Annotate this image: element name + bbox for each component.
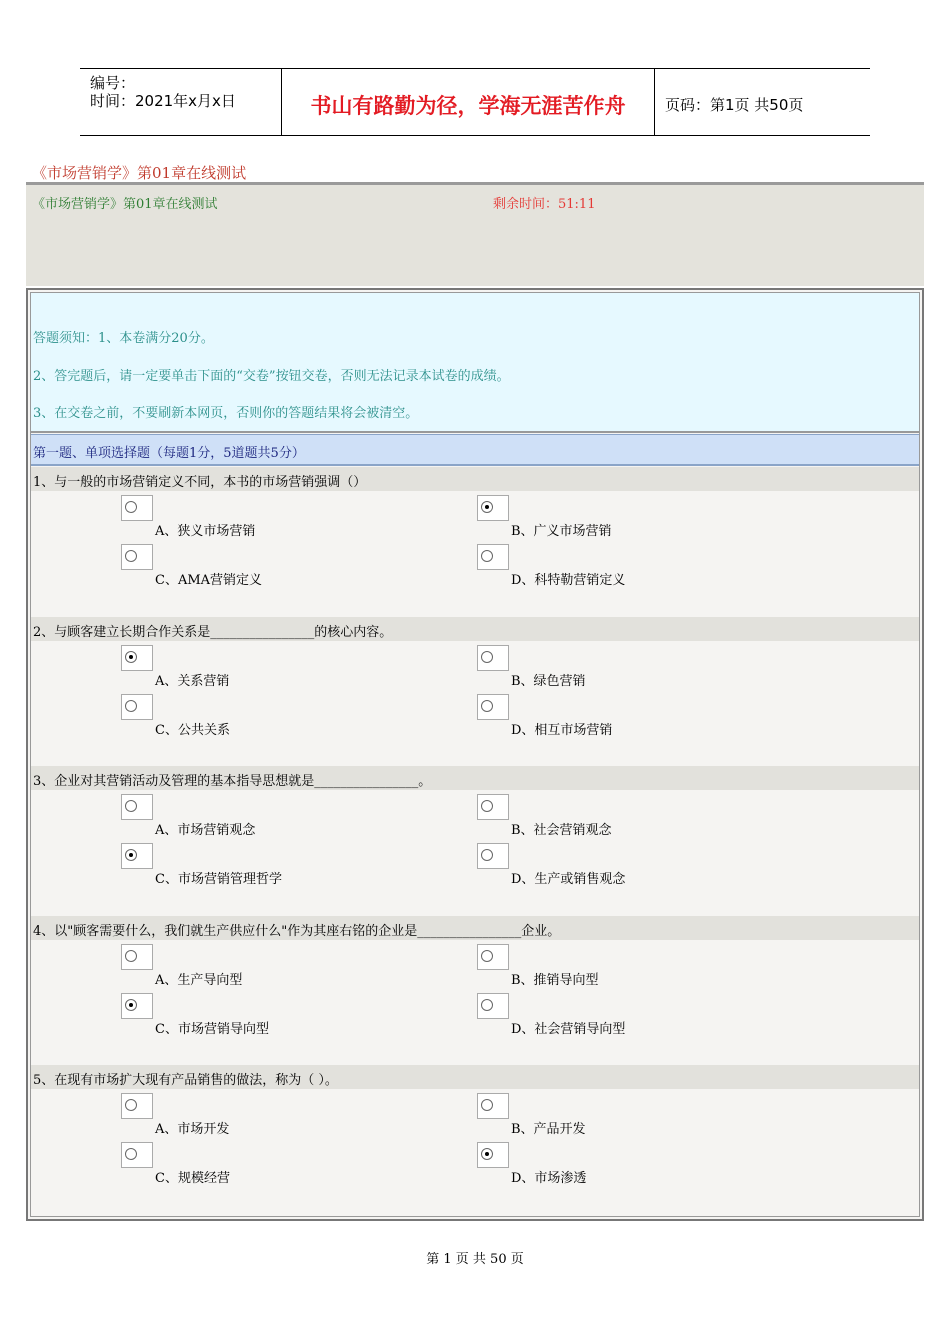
option-a[interactable] bbox=[121, 944, 461, 994]
option-c[interactable] bbox=[121, 694, 461, 744]
option-label: C、AMA营销定义 bbox=[155, 573, 263, 588]
radio-button[interactable] bbox=[125, 1099, 137, 1111]
question-text-row bbox=[31, 766, 919, 790]
radio-button[interactable] bbox=[125, 1148, 137, 1160]
notice-line: 3、在交卷之前，不要刷新本网页，否则你的答题结果将会被清空。 bbox=[33, 406, 419, 421]
radio-button[interactable] bbox=[481, 1148, 493, 1160]
question-text: 5、在现有市场扩大现有产品销售的做法，称为（ ）。 bbox=[33, 1073, 338, 1088]
notice-line: 答题须知：1、本卷满分20分。 bbox=[33, 331, 214, 346]
radio-button[interactable] bbox=[481, 501, 493, 513]
option-label: B、广义市场营销 bbox=[511, 524, 612, 539]
option-label: B、产品开发 bbox=[511, 1122, 586, 1137]
option-label: A、生产导向型 bbox=[155, 973, 243, 988]
question-text: 1、与一般的市场营销定义不同，本书的市场营销强调（） bbox=[33, 475, 367, 490]
option-d[interactable] bbox=[477, 843, 817, 893]
option-b[interactable] bbox=[477, 1093, 817, 1143]
option-label: C、市场营销管理哲学 bbox=[155, 872, 282, 887]
page-footer: 第 1 页 共 50 页 bbox=[426, 1252, 524, 1267]
document-title: 《市场营销学》第01章在线测试 bbox=[32, 164, 247, 182]
option-label: B、社会营销观念 bbox=[511, 823, 612, 838]
header-meta-cell bbox=[80, 69, 282, 135]
option-b[interactable] bbox=[477, 495, 817, 545]
option-label: D、市场渗透 bbox=[511, 1171, 587, 1186]
notice-box bbox=[31, 293, 919, 433]
radio-button[interactable] bbox=[481, 1099, 493, 1111]
time-label: 时间：2021年x月x日 bbox=[90, 92, 236, 110]
header-motto-cell bbox=[282, 69, 655, 135]
radio-button[interactable] bbox=[125, 800, 137, 812]
option-c[interactable] bbox=[121, 993, 461, 1043]
radio-button[interactable] bbox=[481, 651, 493, 663]
section-title: 第一题、单项选择题（每题1分，5道题共5分） bbox=[33, 446, 305, 461]
question-text-row bbox=[31, 916, 919, 940]
motto: 书山有路勤为径，学海无涯苦作舟 bbox=[310, 94, 626, 118]
option-label: B、推销导向型 bbox=[511, 973, 599, 988]
radio-button[interactable] bbox=[481, 999, 493, 1011]
radio-button[interactable] bbox=[481, 950, 493, 962]
radio-button[interactable] bbox=[481, 800, 493, 812]
radio-button[interactable] bbox=[481, 849, 493, 861]
option-label: A、市场营销观念 bbox=[155, 823, 256, 838]
question-text-row bbox=[31, 1065, 919, 1089]
option-label: C、市场营销导向型 bbox=[155, 1022, 269, 1037]
radio-button[interactable] bbox=[125, 651, 137, 663]
question-text: 3、企业对其营销活动及管理的基本指导思想就是________________。 bbox=[33, 774, 432, 789]
number-label: 编号： bbox=[90, 74, 136, 92]
radio-button[interactable] bbox=[481, 700, 493, 712]
notice-line: 2、答完题后，请一定要单击下面的“交卷”按钮交卷，否则无法记录本试卷的成绩。 bbox=[33, 369, 510, 384]
option-b[interactable] bbox=[477, 944, 817, 994]
question-text: 4、以"顾客需要什么，我们就生产供应什么"作为其座右铭的企业是________________企业。 bbox=[33, 924, 561, 939]
option-d[interactable] bbox=[477, 993, 817, 1043]
option-label: D、生产或销售观念 bbox=[511, 872, 626, 887]
radio-button[interactable] bbox=[125, 550, 137, 562]
option-a[interactable] bbox=[121, 495, 461, 545]
question bbox=[31, 467, 919, 617]
radio-button[interactable] bbox=[125, 849, 137, 861]
option-label: D、社会营销导向型 bbox=[511, 1022, 626, 1037]
question-text-row bbox=[31, 467, 919, 491]
test-topbar bbox=[26, 182, 924, 286]
question bbox=[31, 766, 919, 916]
option-d[interactable] bbox=[477, 544, 817, 594]
test-title: 《市场营销学》第01章在线测试 bbox=[32, 197, 218, 212]
question bbox=[31, 617, 919, 767]
option-c[interactable] bbox=[121, 843, 461, 893]
option-d[interactable] bbox=[477, 1142, 817, 1192]
option-label: A、市场开发 bbox=[155, 1122, 230, 1137]
option-label: D、相互市场营销 bbox=[511, 723, 613, 738]
radio-button[interactable] bbox=[125, 501, 137, 513]
option-label: C、规模经营 bbox=[155, 1171, 230, 1186]
option-a[interactable] bbox=[121, 645, 461, 695]
option-c[interactable] bbox=[121, 544, 461, 594]
page-label: 页码：第1页 共50页 bbox=[665, 96, 804, 114]
question-text-row bbox=[31, 617, 919, 641]
option-c[interactable] bbox=[121, 1142, 461, 1192]
radio-button[interactable] bbox=[125, 700, 137, 712]
test-panel bbox=[26, 288, 924, 1221]
section-header bbox=[31, 434, 919, 466]
radio-button[interactable] bbox=[481, 550, 493, 562]
option-label: A、狭义市场营销 bbox=[155, 524, 256, 539]
remaining-time: 剩余时间：51:11 bbox=[493, 197, 596, 212]
option-label: D、科特勒营销定义 bbox=[511, 573, 626, 588]
option-label: A、关系营销 bbox=[155, 674, 230, 689]
option-a[interactable] bbox=[121, 794, 461, 844]
option-label: B、绿色营销 bbox=[511, 674, 586, 689]
option-d[interactable] bbox=[477, 694, 817, 744]
question bbox=[31, 916, 919, 1066]
option-label: C、公共关系 bbox=[155, 723, 230, 738]
option-a[interactable] bbox=[121, 1093, 461, 1143]
header-page-cell bbox=[655, 69, 870, 135]
radio-button[interactable] bbox=[125, 950, 137, 962]
option-b[interactable] bbox=[477, 645, 817, 695]
radio-button[interactable] bbox=[125, 999, 137, 1011]
document-header bbox=[80, 68, 870, 136]
question bbox=[31, 1065, 919, 1215]
question-text: 2、与顾客建立长期合作关系是________________的核心内容。 bbox=[33, 625, 393, 640]
option-b[interactable] bbox=[477, 794, 817, 844]
